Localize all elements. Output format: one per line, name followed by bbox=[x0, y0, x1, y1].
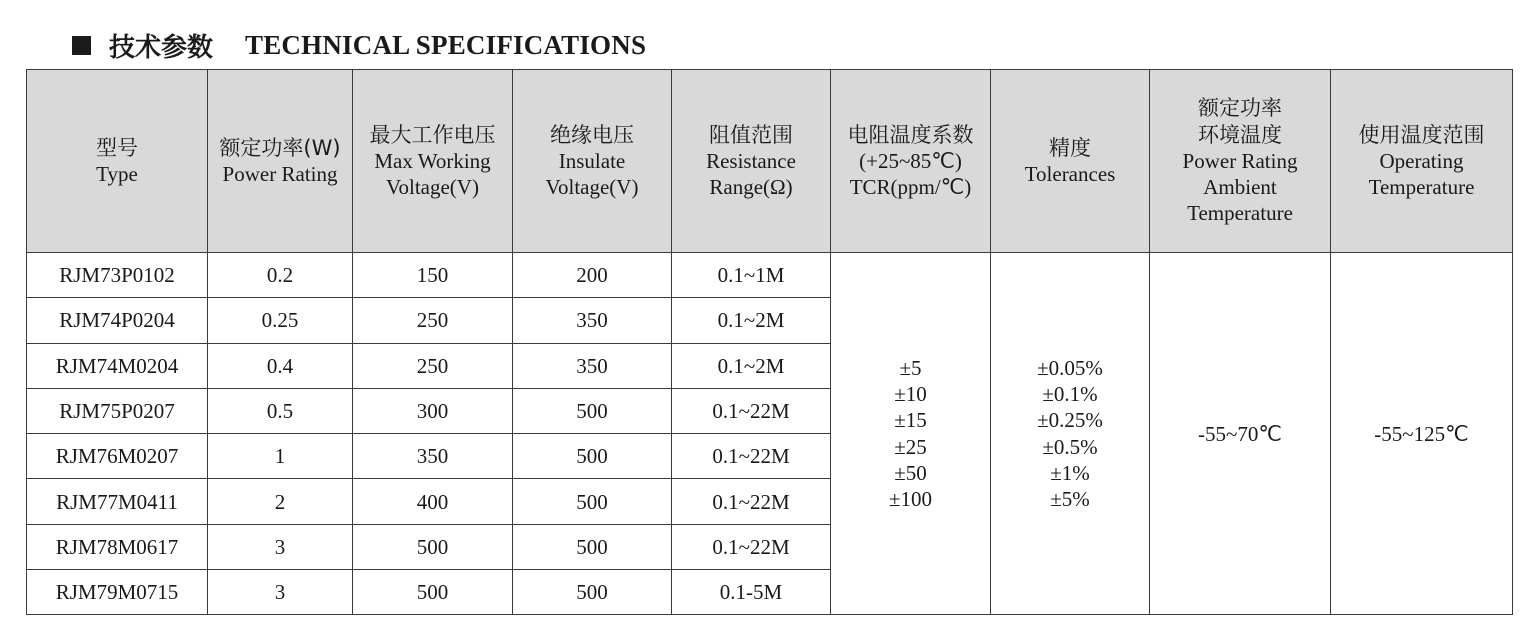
section-heading bbox=[72, 28, 646, 62]
cell-range: 0.1~2M bbox=[672, 343, 831, 388]
cell-ambient-temperature: -55~70℃ bbox=[1150, 253, 1331, 615]
cell-type: RJM73P0102 bbox=[27, 253, 208, 298]
cell-power: 1 bbox=[208, 434, 353, 479]
cell-type: RJM74M0204 bbox=[27, 343, 208, 388]
cell-max-voltage: 400 bbox=[353, 479, 513, 524]
cell-max-voltage: 350 bbox=[353, 434, 513, 479]
heading-english: TECHNICAL SPECIFICATIONS bbox=[245, 29, 647, 60]
cell-insulate-voltage: 350 bbox=[513, 343, 672, 388]
cell-type: RJM78M0617 bbox=[27, 524, 208, 569]
cell-insulate-voltage: 500 bbox=[513, 388, 672, 433]
header-row bbox=[27, 70, 1513, 253]
header-power-rating: 额定功率(W) Power Rating bbox=[208, 70, 353, 253]
cell-range: 0.1-5M bbox=[672, 570, 831, 615]
cell-power: 0.5 bbox=[208, 388, 353, 433]
header-type: 型号 Type bbox=[27, 70, 208, 253]
cell-max-voltage: 250 bbox=[353, 298, 513, 343]
header-insulate-voltage: 绝缘电压 Insulate Voltage(V) bbox=[513, 70, 672, 253]
cell-type: RJM76M0207 bbox=[27, 434, 208, 479]
cell-max-voltage: 250 bbox=[353, 343, 513, 388]
cell-operating-temperature: -55~125℃ bbox=[1331, 253, 1513, 615]
header-operating-temperature: 使用温度范围 Operating Temperature bbox=[1331, 70, 1513, 253]
header-ambient-temperature: 额定功率 环境温度 Power Rating Ambient Temperature bbox=[1150, 70, 1331, 253]
spec-table bbox=[26, 69, 1513, 615]
cell-insulate-voltage: 200 bbox=[513, 253, 672, 298]
cell-insulate-voltage: 350 bbox=[513, 298, 672, 343]
cell-max-voltage: 500 bbox=[353, 570, 513, 615]
cell-power: 3 bbox=[208, 524, 353, 569]
cell-insulate-voltage: 500 bbox=[513, 570, 672, 615]
heading-chinese: 技术参数 bbox=[109, 32, 214, 63]
header-resistance-range: 阻值范围 Resistance Range(Ω) bbox=[672, 70, 831, 253]
cell-range: 0.1~2M bbox=[672, 298, 831, 343]
cell-max-voltage: 500 bbox=[353, 524, 513, 569]
cell-range: 0.1~22M bbox=[672, 479, 831, 524]
cell-power: 3 bbox=[208, 570, 353, 615]
cell-range: 0.1~22M bbox=[672, 388, 831, 433]
header-tcr: 电阻温度系数 (+25~85℃) TCR(ppm/℃) bbox=[831, 70, 991, 253]
cell-range: 0.1~1M bbox=[672, 253, 831, 298]
cell-power: 2 bbox=[208, 479, 353, 524]
cell-type: RJM75P0207 bbox=[27, 388, 208, 433]
cell-insulate-voltage: 500 bbox=[513, 479, 672, 524]
cell-range: 0.1~22M bbox=[672, 524, 831, 569]
cell-insulate-voltage: 500 bbox=[513, 524, 672, 569]
cell-max-voltage: 300 bbox=[353, 388, 513, 433]
square-bullet-icon bbox=[72, 36, 91, 55]
cell-tcr-values: ±5 ±10 ±15 ±25 ±50 ±100 bbox=[831, 253, 991, 615]
cell-max-voltage: 150 bbox=[353, 253, 513, 298]
table-row bbox=[27, 253, 1513, 298]
cell-power: 0.4 bbox=[208, 343, 353, 388]
header-tolerances: 精度 Tolerances bbox=[991, 70, 1150, 253]
cell-range: 0.1~22M bbox=[672, 434, 831, 479]
cell-type: RJM74P0204 bbox=[27, 298, 208, 343]
cell-type: RJM77M0411 bbox=[27, 479, 208, 524]
header-max-working-voltage: 最大工作电压 Max Working Voltage(V) bbox=[353, 70, 513, 253]
cell-insulate-voltage: 500 bbox=[513, 434, 672, 479]
cell-power: 0.2 bbox=[208, 253, 353, 298]
cell-power: 0.25 bbox=[208, 298, 353, 343]
cell-tolerance-values: ±0.05% ±0.1% ±0.25% ±0.5% ±1% ±5% bbox=[991, 253, 1150, 615]
cell-type: RJM79M0715 bbox=[27, 570, 208, 615]
